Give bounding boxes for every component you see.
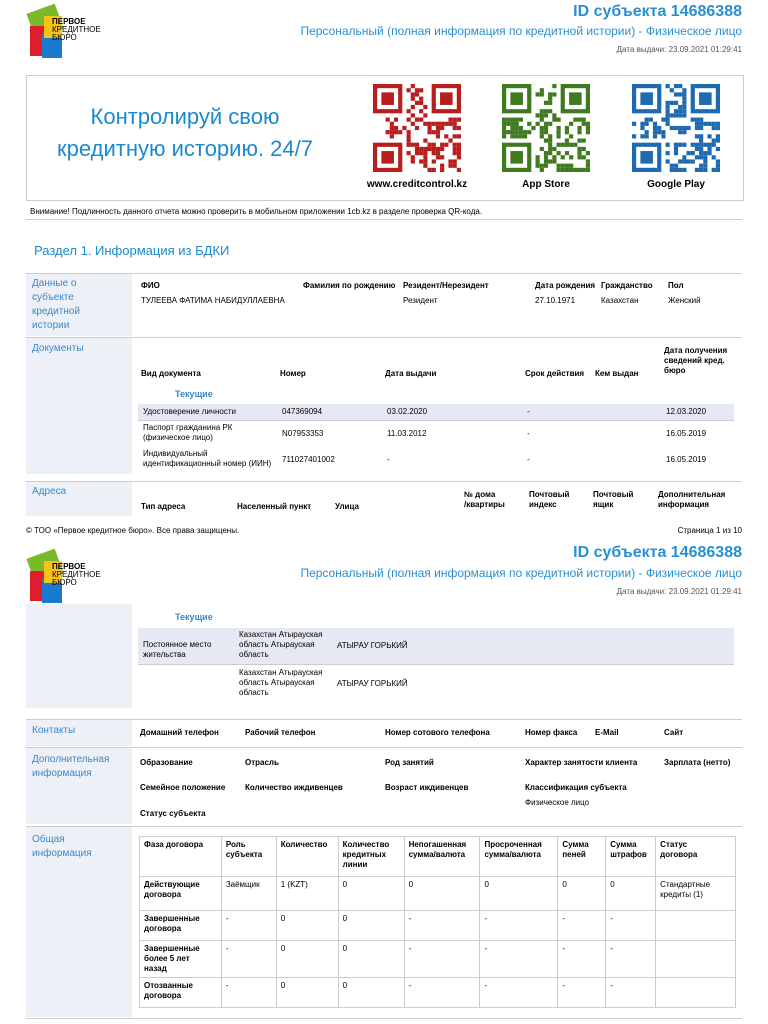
doc-received-header [664, 346, 727, 376]
cell-line: 0 [562, 880, 567, 889]
cell-line: - [408, 944, 412, 953]
cell-line: - [408, 914, 412, 923]
table-row-cell [480, 978, 558, 1008]
cell-line: Количество [342, 840, 390, 849]
cell-line: сумма/валюта [408, 850, 466, 859]
header-line: Дополнительная [658, 490, 726, 499]
table-row-cell [140, 911, 222, 941]
banner-line-1: Контролируй свою [90, 104, 280, 129]
mobile-phone-header: Номер сотового телефона [385, 728, 490, 737]
contacts-label: Контакты [32, 725, 76, 736]
cell-line: более 5 лет [144, 954, 190, 963]
table-row-cell [338, 911, 404, 941]
cell-line: - [484, 981, 488, 990]
qr-label-creditcontrol: www.creditcontrol.kz [366, 179, 468, 190]
table-row [140, 978, 736, 1008]
cell-line: область [239, 650, 269, 659]
label-line: информация [32, 768, 92, 779]
citizenship-header: Гражданство [601, 281, 653, 290]
classification-header: Классификация субъекта [525, 783, 627, 792]
birth-name-header: Фамилия по рождению [303, 281, 396, 290]
cell-line: штрафов [610, 850, 647, 859]
cell-line: Завершенные [144, 914, 200, 923]
table-row-cell [558, 911, 606, 941]
cell-line: назад [144, 964, 167, 973]
table-row-cell [558, 941, 606, 978]
resident-value: Резидент [403, 296, 438, 305]
logo-word-3: БЮРО [52, 33, 77, 42]
cell-line: - [562, 914, 566, 923]
table-row [140, 877, 736, 911]
cell-line: договора [144, 924, 182, 933]
header-line: информация [658, 500, 710, 509]
table-header-row-cell [404, 837, 480, 877]
header-line: № дома [464, 490, 496, 499]
documents-current-heading: Текущие [175, 389, 213, 399]
table-row-cell [606, 978, 656, 1008]
doc-row-2-valid: - [527, 429, 530, 438]
cell-line: - [484, 914, 488, 923]
subject-status-header: Статус субъекта [140, 809, 206, 818]
addr-extra-header [658, 490, 725, 510]
email-header: E-Mail [595, 728, 619, 737]
addr-index-header [529, 490, 569, 510]
table-header-row [140, 837, 736, 877]
doc-row-3-received: 16.05.2019 [666, 455, 707, 464]
cell-line: - [562, 944, 566, 953]
table-row-cell [276, 877, 338, 911]
table-row-cell [404, 911, 480, 941]
doc-row-3-valid: - [527, 455, 530, 464]
qr-label-app-store: App Store [522, 179, 570, 190]
label-line: Данные о [32, 278, 77, 289]
dependents-age-header: Возраст иждивенцев [385, 783, 469, 792]
general-info-label [32, 833, 92, 861]
table-header-row-cell [480, 837, 558, 877]
header-line: Дата получения [664, 346, 728, 355]
cell-line: - [610, 981, 613, 990]
label-line: субъекте [32, 292, 74, 303]
education-header: Образование [140, 758, 193, 767]
table-row-cell [221, 941, 276, 978]
table-header-row-cell [656, 837, 736, 877]
doc-row-1-type: Удостоверение личности [143, 407, 236, 416]
general-info-table [139, 836, 736, 1008]
logo [26, 0, 106, 60]
cell-line: 0 [610, 880, 615, 889]
logo-word-1: ПЕРВОЕ [52, 17, 86, 26]
cell-line: - [408, 981, 412, 990]
cell-line: Статус [660, 840, 688, 849]
addr-row-1-type [143, 640, 211, 660]
label-line: Дополнительная [32, 754, 110, 765]
table-row-cell [480, 941, 558, 978]
table-row-cell [404, 941, 480, 978]
doc-row-1-valid: - [527, 407, 530, 416]
report-type: Персональный (полная информация по кредитной истории) - Физическое лицо [300, 566, 742, 580]
cell-line: Заёмщик [225, 880, 260, 889]
label-line: Общая [32, 834, 65, 845]
table-header-row-cell [221, 837, 276, 877]
table-row-cell [480, 877, 558, 911]
banner-text [35, 101, 335, 165]
table-header-row-cell [276, 837, 338, 877]
qr-label-google-play: Google Play [647, 179, 705, 190]
cell-line: Завершенные [144, 944, 200, 953]
cell-line: - [610, 914, 613, 923]
cell-line: - [225, 981, 229, 990]
table-row-cell [404, 877, 480, 911]
subject-id: ID субъекта 14686388 [573, 544, 742, 561]
table-row-cell [221, 911, 276, 941]
cell-line: Сумма [610, 840, 637, 849]
table-header-row-cell [558, 837, 606, 877]
table-row-cell [404, 978, 480, 1008]
cell-line: Действующие [144, 880, 200, 889]
birth-date-header: Дата рождения [535, 281, 596, 290]
addr-row-2-locality [239, 668, 322, 698]
table-row-cell [656, 978, 736, 1008]
table-header-row-cell [140, 837, 222, 877]
doc-row-2-issue: 11.03.2012 [387, 429, 427, 438]
cell-line: - [225, 914, 229, 923]
doc-issue-header: Дата выдачи [385, 369, 437, 378]
table-row-cell [656, 877, 736, 911]
table-row-cell [606, 941, 656, 978]
footer-page: Страница 1 из 10 [677, 526, 742, 535]
doc-valid-header: Срок действия [525, 369, 585, 378]
doc-row-1-issue: 03.02.2020 [387, 407, 428, 416]
classification-value: Физическое лицо [525, 798, 590, 807]
birth-date-value: 27.10.1971 [535, 296, 576, 305]
cell-line: 0 [280, 914, 286, 923]
addr-locality-header: Населенный пункт [237, 502, 312, 511]
cell-line: субъекта [225, 850, 263, 859]
header-line: бюро [664, 366, 686, 375]
header-line: /квартиры [464, 500, 505, 509]
cell-line: Паспорт гражданина РК [143, 423, 233, 432]
cell-line: Сумма [562, 840, 589, 849]
fio-value: ТУЛЕЕВА ФАТИМА НАБИДУЛЛАЕВНА [141, 296, 285, 305]
site-header: Сайт [664, 728, 684, 737]
fax-header: Номер факса [525, 728, 578, 737]
issue-date: Дата выдачи: 23.09.2021 01:29:41 [616, 587, 742, 596]
table-row-cell [276, 911, 338, 941]
addresses-label: Адреса [32, 486, 67, 497]
cell-line: - [562, 981, 566, 990]
header-line: Почтовый [529, 490, 570, 499]
cell-line: идентификационный номер (ИИН) [143, 459, 272, 468]
logo-word-1: ПЕРВОЕ [52, 562, 86, 571]
cell-line: Количество [280, 840, 328, 849]
cell-line: область Атырауская [239, 678, 315, 687]
cell-line: 0 [408, 880, 414, 889]
table-row-cell [338, 877, 404, 911]
addr-box-header [593, 490, 633, 510]
cell-line: линии [342, 860, 368, 869]
logo-word-2: КРЕДИТНОЕ [52, 570, 101, 579]
cell-line: - [225, 944, 229, 953]
header-line: индекс [529, 500, 557, 509]
doc-issuer-header: Кем выдан [595, 369, 639, 378]
cell-line: 0 [342, 981, 348, 990]
cell-line: - [484, 944, 488, 953]
logo-word-2: КРЕДИТНОЕ [52, 25, 101, 34]
cell-line: договора [144, 991, 182, 1000]
industry-header: Отрасль [245, 758, 279, 767]
dependents-count-header: Количество иждивенцев [245, 783, 343, 792]
table-row [140, 911, 736, 941]
cell-line: Просроченная [484, 840, 542, 849]
cell-line: - [610, 944, 613, 953]
doc-row-3-issue: - [387, 455, 390, 464]
table-row-cell [221, 978, 276, 1008]
cell-line: 0 [342, 944, 348, 953]
table-row-cell [338, 978, 404, 1008]
additional-info-label [32, 753, 109, 781]
table-row-cell [558, 978, 606, 1008]
table-row-cell [276, 978, 338, 1008]
cell-line: Казахстан Атырауская [239, 630, 323, 639]
table-row-cell [140, 877, 222, 911]
cell-line: (физическое лицо) [143, 433, 213, 442]
table-row-cell [606, 911, 656, 941]
addr-row-2-street: АТЫРАУ ГОРЬКИЙ [337, 679, 408, 688]
table-row [140, 941, 736, 978]
doc-row-1-received: 12.03.2020 [666, 407, 707, 416]
label-line: истории [32, 320, 70, 331]
logo-text [52, 18, 101, 42]
qr-code-creditcontrol[interactable] [373, 84, 461, 172]
addr-type-header: Тип адреса [141, 502, 186, 511]
table-row-cell [558, 877, 606, 911]
table-row-cell [656, 941, 736, 978]
report-type: Персональный (полная информация по кредитной истории) - Физическое лицо [300, 24, 742, 38]
cell-line: 0 [342, 880, 348, 889]
gender-header: Пол [668, 281, 684, 290]
header-line: ящик [593, 500, 614, 509]
doc-row-3-type [143, 449, 271, 469]
cell-line: жительства [143, 650, 186, 659]
documents-label: Документы [32, 343, 84, 354]
footer-copyright: © ТОО «Первое кредитное бюро». Все права защищены. [26, 526, 240, 535]
cell-line: сумма/валюта [484, 850, 542, 859]
table-row-cell [276, 941, 338, 978]
citizenship-value: Казахстан [601, 296, 639, 305]
logo-text [52, 563, 101, 587]
header-line: Почтовый [593, 490, 634, 499]
authenticity-notice: Внимание! Подлинность данного отчета можно проверить в мобильном приложении 1cb.kz в разделе проверка QR-кода. [26, 204, 742, 220]
resident-header: Резидент/Нерезидент [403, 281, 489, 290]
logo-word-3: БЮРО [52, 578, 77, 587]
addresses-current-heading: Текущие [175, 612, 213, 622]
cell-line: пеней [562, 850, 586, 859]
qr-code-google-play[interactable] [632, 84, 720, 172]
cell-line: договора [144, 890, 182, 899]
marital-status-header: Семейное положение [140, 783, 226, 792]
addr-house-header [464, 490, 505, 510]
table-row-cell [221, 877, 276, 911]
table-row-cell [606, 877, 656, 911]
doc-number-header: Номер [280, 369, 306, 378]
cell-line: Казахстан Атырауская [239, 668, 323, 677]
cell-line: 1 (KZT) [280, 880, 308, 889]
cell-line: Отозванные [144, 981, 193, 990]
section-title: Раздел 1. Информация из БДКИ [34, 243, 230, 258]
table-row-cell [480, 911, 558, 941]
banner-line-2: кредитную историю. 24/7 [57, 136, 313, 161]
cell-line: 0 [342, 914, 348, 923]
subject-data-label [32, 277, 80, 333]
cell-line: 0 [484, 880, 489, 889]
cell-line: договора [660, 850, 698, 859]
issue-date: Дата выдачи: 23.09.2021 01:29:41 [616, 45, 742, 54]
occupation-header: Род занятий [385, 758, 434, 767]
addr-row-1-locality [239, 630, 322, 660]
table-header-row-cell [338, 837, 404, 877]
table-row-cell [656, 911, 736, 941]
promo-banner [26, 75, 744, 201]
subject-id: ID субъекта 14686388 [573, 3, 742, 20]
cell-line: Стандартные [660, 880, 711, 889]
cell-line: область [239, 688, 269, 697]
work-phone-header: Рабочий телефон [245, 728, 316, 737]
cell-line: кредиты (1) [660, 890, 703, 899]
cell-line: Фаза договора [144, 840, 204, 849]
qr-code-app-store[interactable] [502, 84, 590, 172]
doc-row-3-number: 711027401002 [282, 455, 335, 464]
cell-line: область Атырауская [239, 640, 315, 649]
cell-line: Постоянное место [143, 640, 212, 649]
doc-row-1-number: 047369094 [282, 407, 323, 416]
cell-line: Роль [225, 840, 246, 849]
doc-row-2-type [143, 423, 232, 443]
doc-row-2-received: 16.05.2019 [666, 429, 707, 438]
gender-value: Женский [668, 296, 701, 305]
label-line: информация [32, 848, 92, 859]
cell-line: Индивидуальный [143, 449, 208, 458]
employment-type-header: Характер занятости клиента [525, 758, 638, 767]
fio-header: ФИО [141, 281, 160, 290]
header-line: сведений кред. [664, 356, 725, 365]
cell-line: 0 [280, 944, 286, 953]
logo [26, 545, 106, 605]
doc-row-2-number: N07953353 [282, 429, 324, 438]
table-row-cell [338, 941, 404, 978]
table-row-cell [140, 941, 222, 978]
addr-street-header: Улица [335, 502, 359, 511]
cell-line: Непогашенная [408, 840, 467, 849]
salary-header: Зарплата (нетто) [664, 758, 731, 767]
addr-row-1-street: АТЫРАУ ГОРЬКИЙ [337, 641, 408, 650]
table-row-cell [140, 978, 222, 1008]
label-line: кредитной [32, 306, 80, 317]
doc-type-header: Вид документа [141, 369, 201, 378]
cell-line: кредитных [342, 850, 387, 859]
cell-line: 0 [280, 981, 286, 990]
table-header-row-cell [606, 837, 656, 877]
home-phone-header: Домашний телефон [140, 728, 219, 737]
